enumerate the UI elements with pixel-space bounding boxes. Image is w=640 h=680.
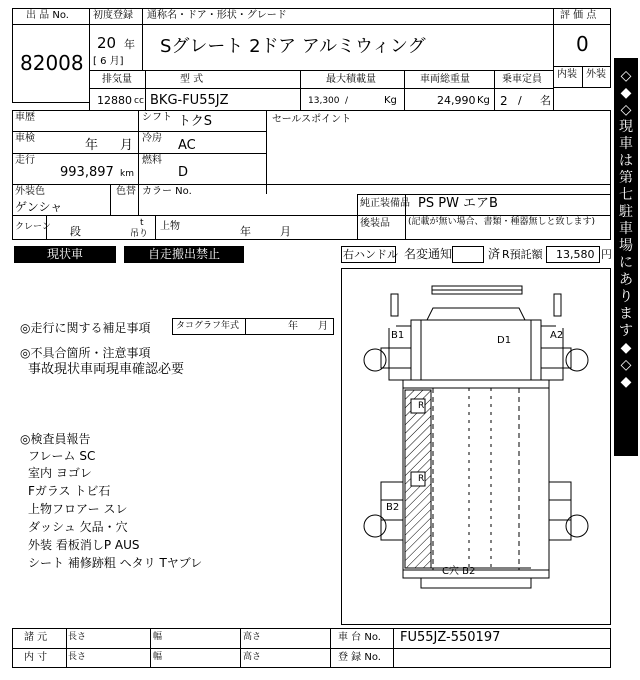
diagram-r-2: R: [418, 474, 425, 484]
width-label: 幅: [153, 632, 163, 642]
side-banner-text: [614, 68, 638, 391]
std-equip-label: 純正装備品: [360, 198, 410, 209]
recycle-deposit-label: R預託額: [502, 248, 543, 261]
capacity: 2: [500, 94, 508, 108]
lot-no-label: 出 品 No.: [26, 10, 69, 21]
max-load: 13,300: [308, 96, 340, 106]
max-load-label: 最大積載量: [326, 74, 376, 85]
mileage: 993,897: [60, 165, 114, 180]
total-weight: 24,990: [437, 94, 476, 107]
shift: トクS: [178, 114, 212, 129]
max-load-unit: Kg: [384, 95, 397, 106]
capacity-sep: /: [518, 94, 522, 107]
inspector-line: シート 補修跡粗 ヘタリ Tヤブレ: [28, 556, 203, 570]
chassis-no: FU55JZ-550197: [400, 630, 501, 645]
side-banner-char: 駐: [619, 204, 633, 220]
type: BKG-FU55JZ: [150, 93, 229, 108]
tacho-month: 月: [318, 321, 328, 332]
side-banner-char: は: [619, 153, 633, 169]
right-handle: 右ハンドル: [343, 248, 398, 261]
recycle-done: 済: [488, 247, 501, 261]
mileage-unit: km: [120, 169, 134, 179]
side-banner-char: ま: [619, 306, 633, 322]
sales-point-label: セールスポイント: [272, 114, 352, 125]
upper-year: 年: [240, 225, 251, 238]
first-reg-month: [ 6 月]: [93, 56, 124, 67]
year-unit: 年: [124, 38, 135, 51]
displacement-unit: cc: [134, 96, 144, 106]
diagram-c-hole: C穴 B2: [442, 566, 476, 577]
first-reg-label: 初度登録: [93, 10, 133, 21]
side-banner-char: に: [619, 255, 633, 271]
defects-text: 事故現状車両現車確認必要: [28, 362, 185, 377]
shift-label: シフト: [142, 112, 172, 123]
diagram-d1: D1: [497, 335, 512, 346]
model-name: Sグレート 2ドア アルミウィング: [160, 36, 426, 57]
tacho-year: 年: [288, 321, 298, 332]
total-weight-unit: Kg: [477, 95, 490, 106]
interior-dims-label: 内 寸: [24, 652, 48, 663]
side-banner-char: す: [619, 323, 633, 339]
std-equip: PS PW エアB: [418, 196, 498, 211]
recycle-deposit: 13,580: [556, 248, 595, 261]
height-label: 高さ: [243, 632, 262, 642]
side-banner-char: 場: [619, 238, 633, 254]
side-banner-char: ◆: [620, 340, 632, 356]
crane-t: t: [140, 218, 144, 228]
running-title: ◎走行に関する補足事項: [20, 321, 151, 335]
upper-label: 上物: [160, 221, 180, 232]
exterior-label: 外装: [586, 69, 606, 80]
fuel-label: 燃料: [142, 155, 162, 166]
lot-no: 82008: [20, 51, 84, 75]
color-no-label: 色替: [116, 186, 136, 197]
inspector-title: ◎検査員報告: [20, 432, 91, 446]
type-label: 型 式: [180, 74, 204, 85]
inspector-line: Fガラス トビ石: [28, 484, 111, 498]
inspection-year: 年: [85, 138, 99, 153]
inspector-line: 室内 ヨゴレ: [28, 466, 92, 480]
length-label-2: 長さ: [68, 652, 87, 662]
inspector-line: 上物フロアー スレ: [28, 502, 128, 516]
model-label: 通称名・ドア・形状・グレード: [147, 10, 287, 21]
side-banner-char: り: [619, 289, 633, 305]
ac-label: 冷房: [142, 133, 162, 144]
chassis-label: 車 台 No.: [338, 632, 381, 643]
max-load-sep: /: [345, 96, 349, 106]
dims-label: 諸 元: [24, 632, 48, 643]
aftermarket-note: (記載が無い場合、書類・種器無しと致します): [408, 217, 596, 227]
diagram-r-1: R: [418, 401, 425, 411]
crane-stage: 段: [70, 225, 81, 238]
inspector-line: 外装 看板消しP AUS: [28, 538, 140, 552]
defects-title: ◎不具合箇所・注意事項: [20, 346, 151, 360]
side-banner-char: 車: [619, 221, 633, 237]
height-label-2: 高さ: [243, 652, 262, 662]
capacity-unit: 名: [540, 94, 551, 107]
inspection-label: 車検: [15, 133, 35, 144]
aftermarket-label: 後装品: [360, 218, 390, 229]
side-banner-char: 現: [619, 119, 633, 135]
crane-label: クレーン: [15, 222, 51, 232]
side-banner-char: 七: [619, 187, 633, 203]
name-change: 名変通知: [404, 247, 453, 261]
length-label: 長さ: [68, 632, 87, 642]
score-label: 評 価 点: [560, 10, 597, 21]
score: 0: [576, 32, 589, 56]
side-banner-char: 第: [619, 170, 633, 186]
side-banner-char: あ: [619, 272, 633, 288]
width-label-2: 幅: [153, 652, 163, 662]
ext-color: ゲンシャ: [15, 200, 63, 214]
name-change-box: [452, 246, 484, 263]
mileage-label: 走行: [15, 155, 35, 166]
displacement-label: 排気量: [102, 74, 132, 85]
side-banner-char: ◇: [620, 68, 632, 84]
fuel: D: [178, 165, 189, 180]
side-banner-char: 車: [619, 136, 633, 152]
first-reg-year: 20: [97, 34, 117, 52]
interior-label: 内装: [557, 69, 577, 80]
side-banner-char: ◆: [620, 374, 632, 390]
displacement: 12880: [97, 94, 132, 107]
inspection-month: 月: [120, 138, 134, 153]
upper-month: 月: [280, 225, 291, 238]
total-weight-label: 車両総重量: [420, 74, 470, 85]
crane-hang: 吊り: [130, 229, 149, 239]
capacity-label: 乗車定員: [502, 74, 542, 85]
tacho-label: タコグラフ年式: [176, 321, 240, 331]
ext-color-label: 外装色: [15, 186, 45, 197]
diagram-b1: B1: [391, 330, 405, 341]
inspector-line: フレーム SC: [28, 449, 96, 463]
reg-label: 登 録 No.: [338, 652, 381, 663]
side-banner-char: ◇: [620, 357, 632, 373]
side-banner-char: ◆: [620, 85, 632, 101]
yen: 円: [601, 248, 612, 261]
side-banner-char: ◇: [620, 102, 632, 118]
color-code-label: カラー No.: [142, 186, 192, 197]
history-label: 車歴: [15, 112, 35, 123]
diagram-b2: B2: [386, 502, 400, 513]
ac: AC: [178, 138, 196, 153]
inspector-line: ダッシュ 欠品・穴: [28, 520, 128, 534]
side-banner: [614, 58, 638, 456]
diagram-a2: A2: [550, 330, 564, 341]
no-self-drive-tag: 自走搬出禁止: [124, 246, 244, 263]
status-tag: 現状車: [14, 246, 116, 263]
truck-diagram: [341, 268, 611, 625]
